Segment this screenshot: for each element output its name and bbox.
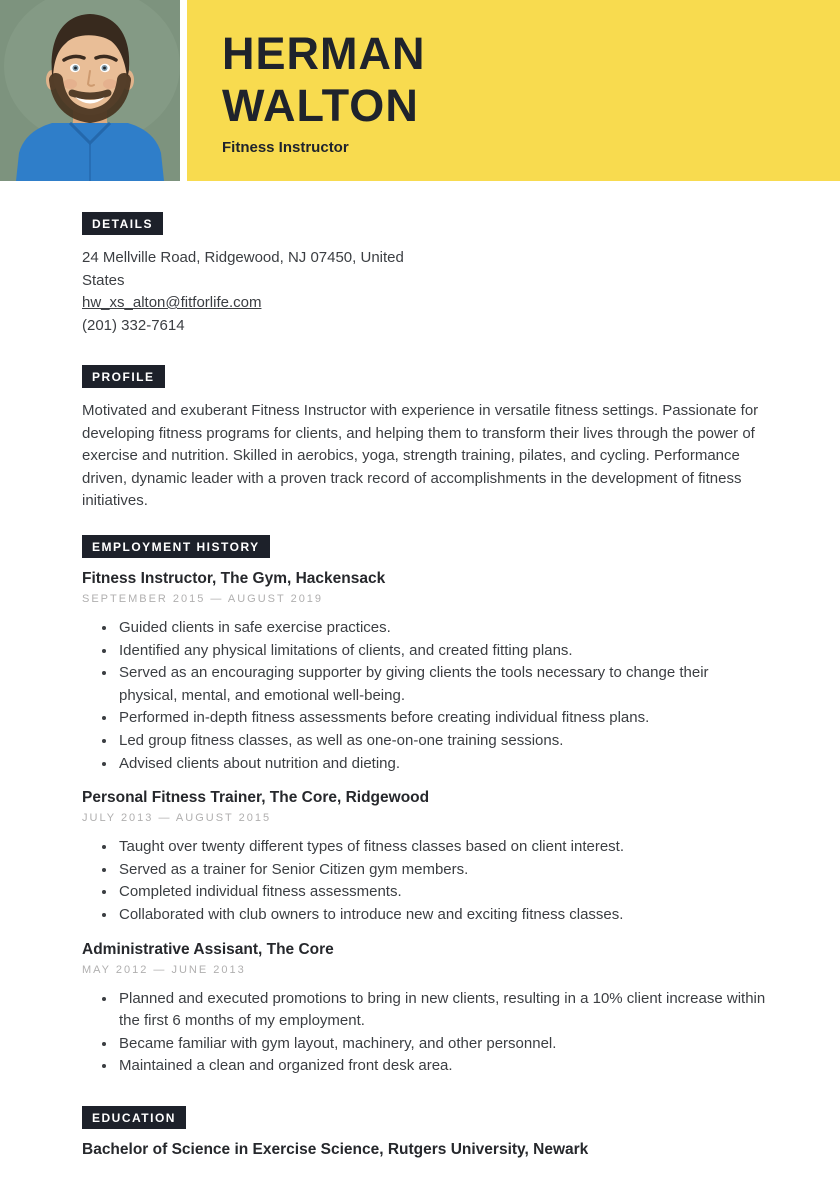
profile-photo xyxy=(0,0,180,181)
job-dates: MAY 2012 — JUNE 2013 xyxy=(82,963,246,976)
job-entry xyxy=(82,570,770,775)
portrait-illustration xyxy=(0,0,180,181)
bullet-item: • Taught over twenty different types of fitness classes based on client interest. xyxy=(117,836,770,859)
bullet-item: • Collaborated with club owners to introduce new and exciting fitness classes. xyxy=(117,904,770,927)
bullet-item: • Planned and executed promotions to bring in new clients, resulting in a 10% client increase within the first 6 months of my employment. xyxy=(117,988,770,1033)
bullet-item: • Maintained a clean and organized front desk area. xyxy=(117,1055,770,1078)
job-title-line: Personal Fitness Trainer, The Core, Ridgewood xyxy=(82,789,430,807)
bullet-item: • Served as a trainer for Senior Citizen gym members. xyxy=(117,859,770,882)
candidate-last-name: WALTON xyxy=(222,80,419,131)
phone-text: (201) 332-7614 xyxy=(82,316,185,334)
job-entry xyxy=(82,941,770,1078)
job-bullet-list xyxy=(82,836,770,926)
candidate-job-title: Fitness Instructor xyxy=(222,139,349,156)
bullet-item: • Guided clients in safe exercise practices. xyxy=(117,617,770,640)
contact-details xyxy=(82,247,404,337)
job-entry xyxy=(82,789,770,926)
address-text: 24 Mellville Road, Ridgewood, NJ 07450, United States xyxy=(82,249,404,289)
bullet-item: • Performed in-depth fitness assessments before creating individual fitness plans. xyxy=(117,707,770,730)
bullet-item: • Identified any physical limitations of clients, and created fitting plans. xyxy=(117,640,770,663)
profile-section xyxy=(82,365,770,513)
resume-body xyxy=(0,212,840,1158)
job-title-line: Fitness Instructor, The Gym, Hackensack xyxy=(82,569,386,587)
education-degree-line: Bachelor of Science in Exercise Science, Rutgers University, Newark xyxy=(82,1140,589,1158)
email-link[interactable]: hw_xs_alton@fitforlife.com xyxy=(82,294,262,311)
job-dates: SEPTEMBER 2015 — AUGUST 2019 xyxy=(82,592,324,605)
profile-summary: Motivated and exuberant Fitness Instructor with experience in versatile fitness settings. Passionate for developing fitness programs for clients, and helping them to transform their lives through the power of exercise and nutrition. Skilled in aerobics, yoga, strength training, pilates, and cycling. Performance driven, dynamic leader with a proven track record of accomplishments in the development of fitness initiatives. xyxy=(82,402,759,510)
resume-header xyxy=(0,0,840,181)
employment-section-heading: EMPLOYMENT HISTORY xyxy=(82,535,270,558)
education-section xyxy=(82,1106,770,1158)
job-bullet-list xyxy=(82,988,770,1078)
bullet-item: • Became familiar with gym layout, machinery, and other personnel. xyxy=(117,1033,770,1056)
bullet-item: • Served as an encouraging supporter by giving clients the tools necessary to change their physical, mental, and emotional well-being. xyxy=(117,662,770,707)
employment-history-section xyxy=(82,535,770,1078)
details-section-heading: DETAILS xyxy=(82,212,163,235)
candidate-first-name: HERMAN xyxy=(222,28,426,79)
candidate-name xyxy=(222,28,820,132)
bullet-item: • Completed individual fitness assessments. xyxy=(117,881,770,904)
bullet-item: • Led group fitness classes, as well as one-on-one training sessions. xyxy=(117,730,770,753)
header-banner xyxy=(187,0,840,181)
details-section xyxy=(82,212,770,337)
profile-section-heading: PROFILE xyxy=(82,365,165,388)
job-dates: JULY 2013 — AUGUST 2015 xyxy=(82,812,272,825)
job-bullet-list xyxy=(82,617,770,775)
job-title-line: Administrative Assisant, The Core xyxy=(82,940,334,958)
education-section-heading: EDUCATION xyxy=(82,1106,186,1129)
bullet-item: • Advised clients about nutrition and dieting. xyxy=(117,753,770,776)
